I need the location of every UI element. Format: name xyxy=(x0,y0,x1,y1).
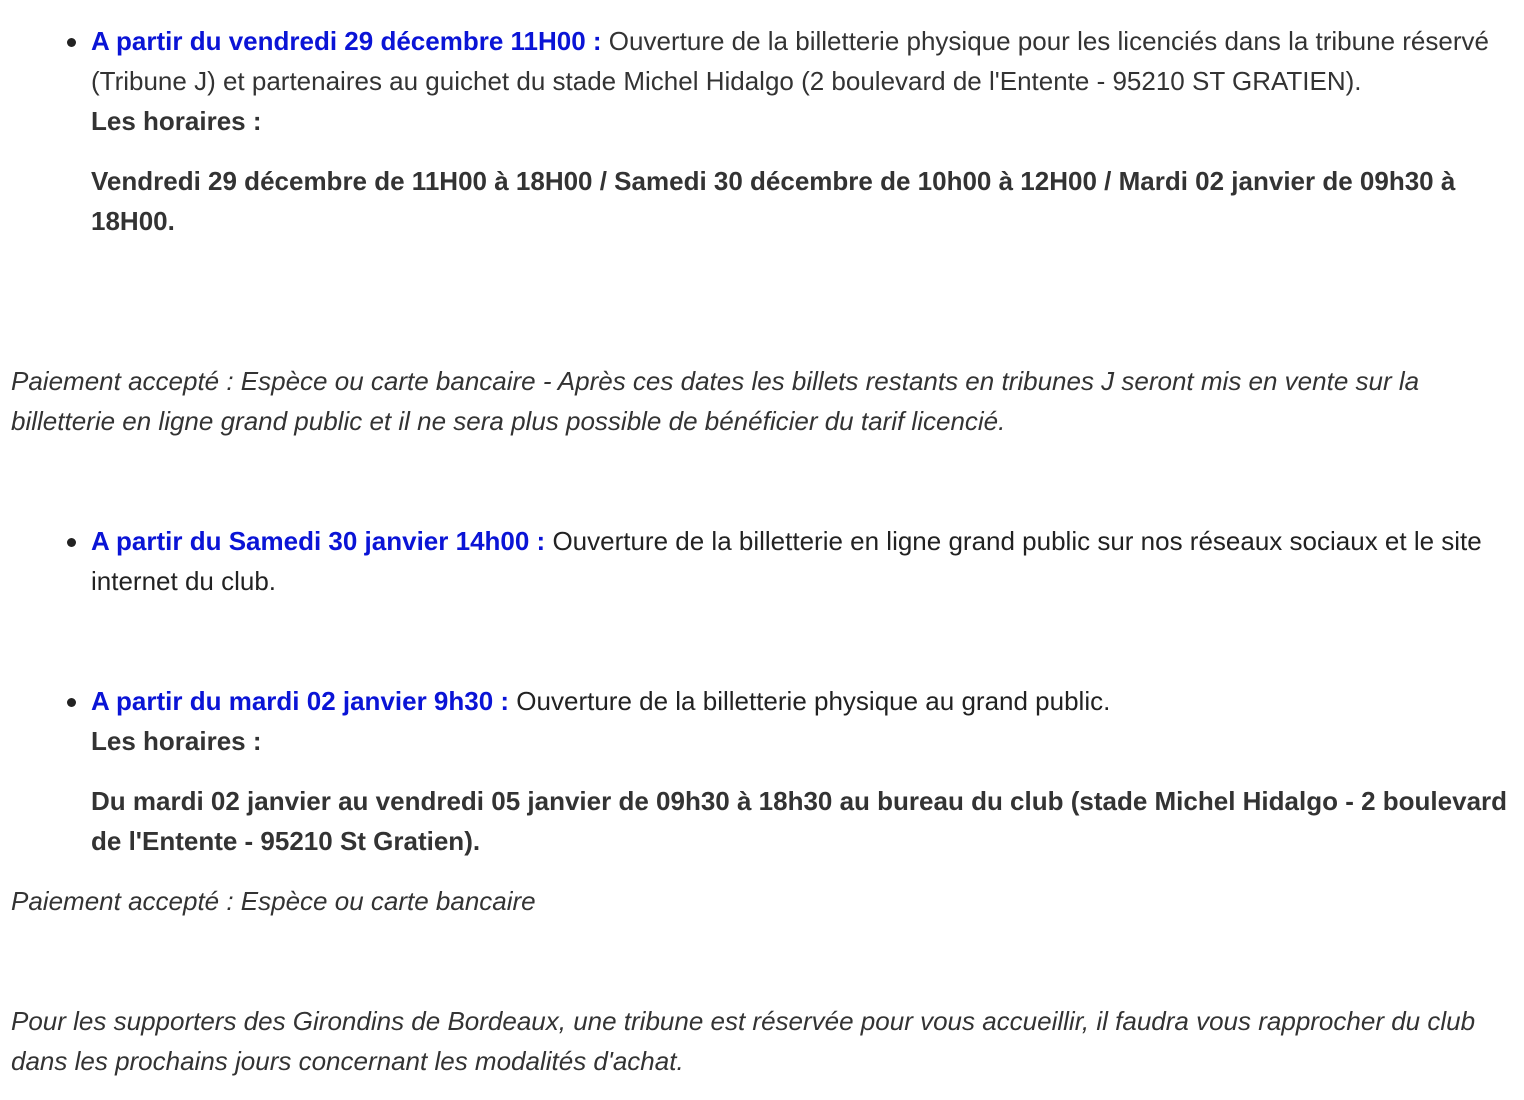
item-description: Ouverture de la billetterie physique pour les licenciés dans la tribune réservé (Tribune J) et partenaires au guichet du stade Michel Hidalgo (2 boulevard de l'Entente - 95210 ST GRATIEN). xyxy=(91,26,1489,96)
schedule-list-3 xyxy=(91,681,1511,861)
supporters-note: Pour les supporters des Girondins de Bordeaux, une tribune est réservée pour vous accueillir, il faudra vous rapprocher du club dans les prochains jours concernant les modalités d'achat. xyxy=(11,1006,1476,1076)
item-description: Ouverture de la billetterie en ligne grand public sur nos réseaux sociaux et le site internet du club. xyxy=(91,526,1482,596)
schedule-list-2 xyxy=(91,521,1511,601)
list-item-text xyxy=(91,681,1511,721)
schedule-list-1 xyxy=(91,21,1511,241)
date-heading: A partir du vendredi 29 décembre 11H00 : xyxy=(91,26,602,56)
bullet-icon xyxy=(67,38,76,47)
list-item-licencies xyxy=(91,21,1511,241)
hours-detail: Vendredi 29 décembre de 11H00 à 18H00 / Samedi 30 décembre de 10h00 à 12H00 / Mardi 02 janvier de 09h30 à 18H00. xyxy=(91,166,1456,236)
list-item-public xyxy=(91,681,1511,861)
bullet-icon xyxy=(67,698,76,707)
payment-note: Paiement accepté : Espèce ou carte bancaire - Après ces dates les billets restants en tribunes J seront mis en vente sur la billetterie en ligne grand public et il ne sera plus possible de bénéficier du tarif licencié. xyxy=(11,366,1420,436)
item-description: Ouverture de la billetterie physique au grand public. xyxy=(509,686,1111,716)
hours-label: Les horaires : xyxy=(91,106,262,136)
list-item-online xyxy=(91,521,1511,601)
payment-note: Paiement accepté : Espèce ou carte bancaire xyxy=(11,886,536,916)
date-heading: A partir du Samedi 30 janvier 14h00 : xyxy=(91,526,546,556)
list-item-text xyxy=(91,21,1511,101)
bullet-icon xyxy=(67,538,76,547)
date-heading: A partir du mardi 02 janvier 9h30 : xyxy=(91,686,510,716)
hours-label: Les horaires : xyxy=(91,726,262,756)
list-item-text xyxy=(91,521,1511,601)
hours-detail: Du mardi 02 janvier au vendredi 05 janvier de 09h30 à 18h30 au bureau du club (stade Michel Hidalgo - 2 boulevard de l'Entente - 95210 St Gratien). xyxy=(91,786,1508,856)
